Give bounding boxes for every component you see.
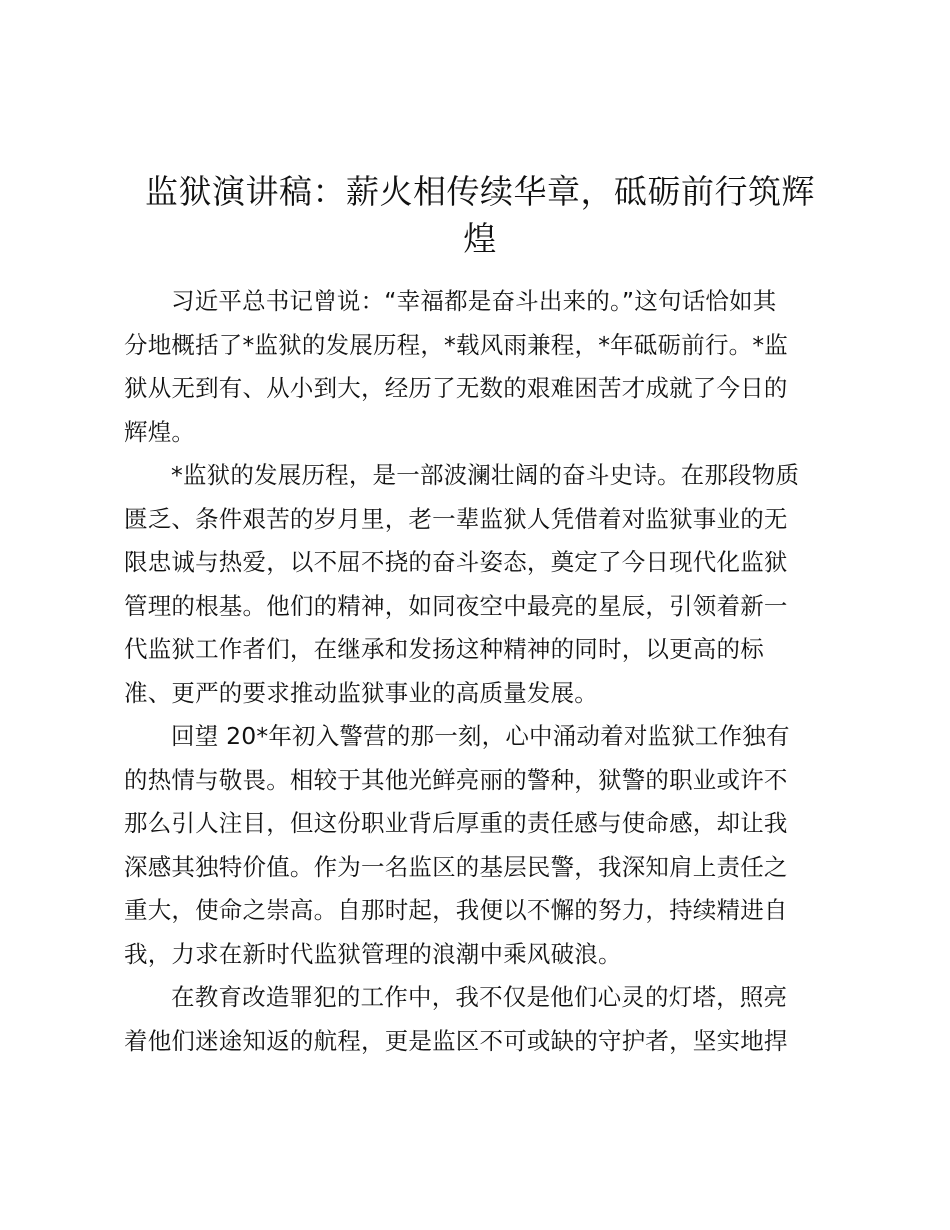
text-line: 我，力求在新时代监狱管理的浪潮中乘风破浪。 [124,939,622,968]
text-line: 回望 20*年初入警营的那一刻，心中涌动着对监狱工作独有 [171,722,790,750]
text-line: 习近平总书记曾说：“幸福都是奋斗出来的。”这句话恰如其 [171,287,777,315]
text-line: 深感其独特价值。作为一名监区的基层民警，我深知肩上责任之 [124,852,788,881]
text-line: 的热情与敬畏。相较于其他光鲜亮丽的警种，狱警的职业或许不 [124,765,788,794]
paragraph-2 [124,454,836,715]
text-line: 在教育改造罪犯的工作中，我不仅是他们心灵的灯塔，照亮 [171,983,788,1011]
text-line: 准、更严的要求推动监狱事业的高质量发展。 [124,678,598,707]
text-line: 匮乏、条件艰苦的岁月里，老一辈监狱人凭借着对监狱事业的无 [124,504,788,533]
text-line: 代监狱工作者们，在继承和发扬这种精神的同时，以更高的标 [124,635,764,663]
title-line: 监狱演讲稿：薪火相传续华章，砥砺前行筑辉 [145,172,815,211]
paragraph-1 [124,280,836,454]
text-line: 限忠诚与热爱，以不屈不挠的奋斗姿态，奠定了今日现代化监狱 [124,548,788,576]
document-title [124,168,836,262]
text-line: 辉煌。 [124,417,196,446]
text-line: *监狱的发展历程，是一部波澜壮阔的奋斗史诗。在那段物质 [171,461,800,489]
paragraph-4 [124,976,836,1063]
paragraph-3 [124,715,836,976]
text-line: 管理的根基。他们的精神，如同夜空中最亮的星辰，引领着新一 [124,591,788,620]
text-line: 重大，使命之崇高。自那时起，我便以不懈的努力，持续精进自 [124,896,788,924]
title-line: 煌 [463,219,497,258]
text-line: 狱从无到有、从小到大，经历了无数的艰难困苦才成就了今日的 [124,374,788,402]
document-body [124,280,836,1063]
text-line: 那么引人注目，但这份职业背后厚重的责任感与使命感，却让我 [124,809,788,837]
text-line: 分地概括了*监狱的发展历程，*载风雨兼程，*年砥砺前行。*监 [124,330,788,359]
text-line: 着他们迷途知返的航程，更是监区不可或缺的守护者，坚实地捍 [124,1026,788,1055]
